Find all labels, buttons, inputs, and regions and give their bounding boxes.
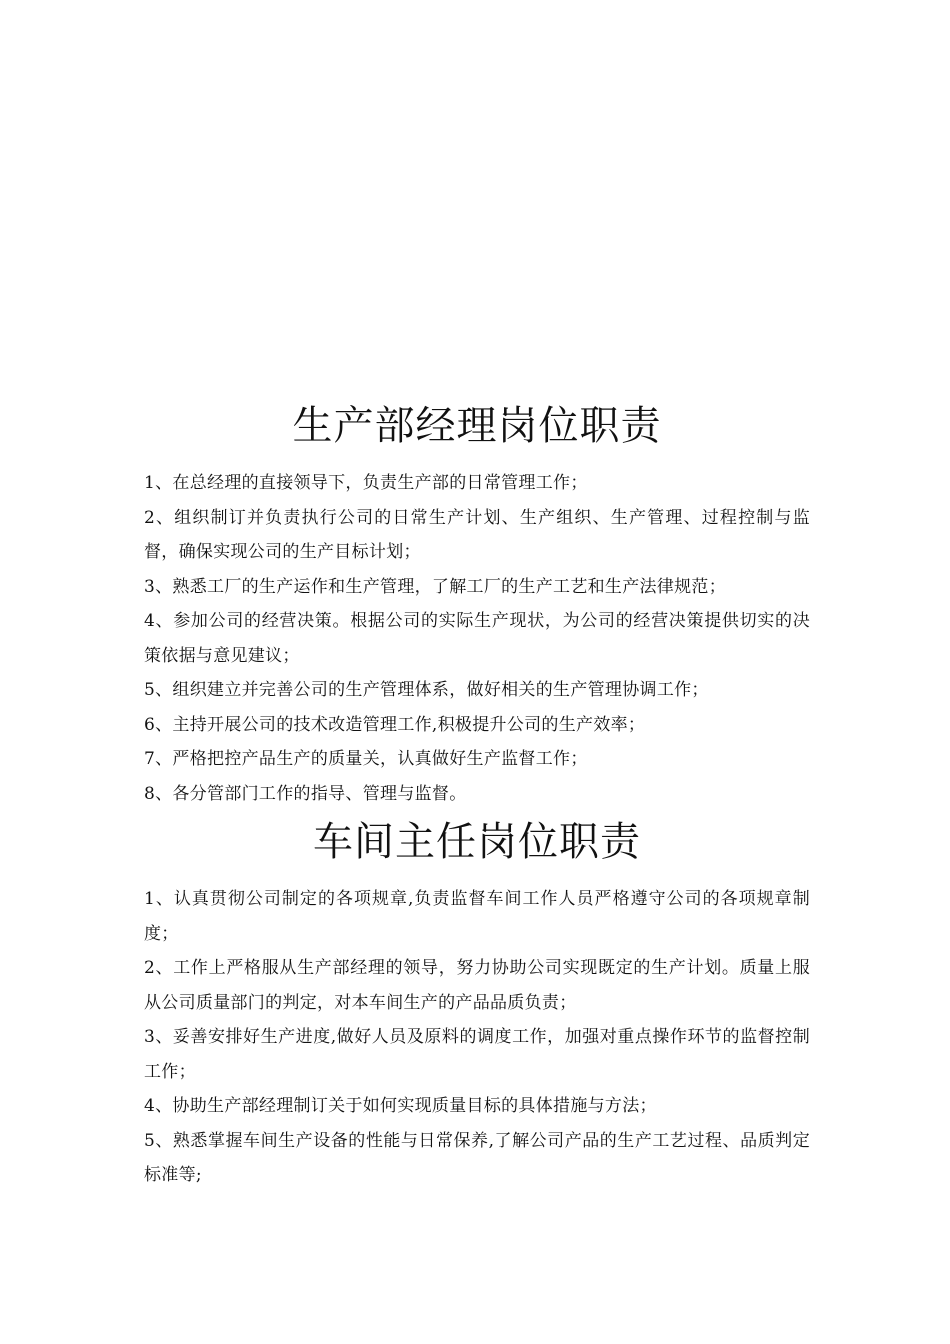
duty-item: 4、协助生产部经理制订关于如何实现质量目标的具体措施与方法； bbox=[144, 1096, 657, 1116]
duty-item: 2、工作上严格服从生产部经理的领导，努力协助公司实现既定的生产计划。质量上服从公司质量部门的判定，对本车间生产的产品品质负责； bbox=[144, 958, 810, 1013]
duty-item: 1、认真贯彻公司制定的各项规章,负责监督车间工作人员严格遵守公司的各项规章制度； bbox=[144, 889, 810, 944]
duty-item: 4、参加公司的经营决策。根据公司的实际生产现状，为公司的经营决策提供切实的决策依据与意见建议； bbox=[144, 611, 810, 666]
duty-item: 8、各分管部门工作的指导、管理与监督。 bbox=[144, 783, 467, 804]
duty-item: 6、主持开展公司的技术改造管理工作,积极提升公司的生产效率； bbox=[144, 714, 646, 735]
duty-item: 3、妥善安排好生产进度,做好人员及原料的调度工作，加强对重点操作环节的监督控制工作； bbox=[144, 1027, 810, 1082]
duty-item: 2、组织制订并负责执行公司的日常生产计划、生产组织、生产管理、过程控制与监督，确保实现公司的生产目标计划； bbox=[144, 507, 810, 562]
duty-item: 5、组织建立并完善公司的生产管理体系，做好相关的生产管理协调工作； bbox=[144, 680, 709, 700]
section-workshop-director bbox=[144, 814, 810, 1193]
section-title: 车间主任岗位职责 bbox=[313, 819, 641, 865]
duty-item: 3、熟悉工厂的生产运作和生产管理，了解工厂的生产工艺和生产法律规范； bbox=[144, 576, 727, 597]
duty-item: 1、在总经理的直接领导下，负责生产部的日常管理工作； bbox=[144, 473, 588, 493]
section-title: 生产部经理岗位职责 bbox=[292, 403, 662, 449]
section-production-manager bbox=[144, 398, 810, 811]
duty-item: 5、熟悉掌握车间生产设备的性能与日常保养,了解公司产品的生产工艺过程、品质判定标准等; bbox=[144, 1130, 810, 1185]
duty-item: 7、严格把控产品生产的质量关，认真做好生产监督工作； bbox=[144, 749, 588, 769]
